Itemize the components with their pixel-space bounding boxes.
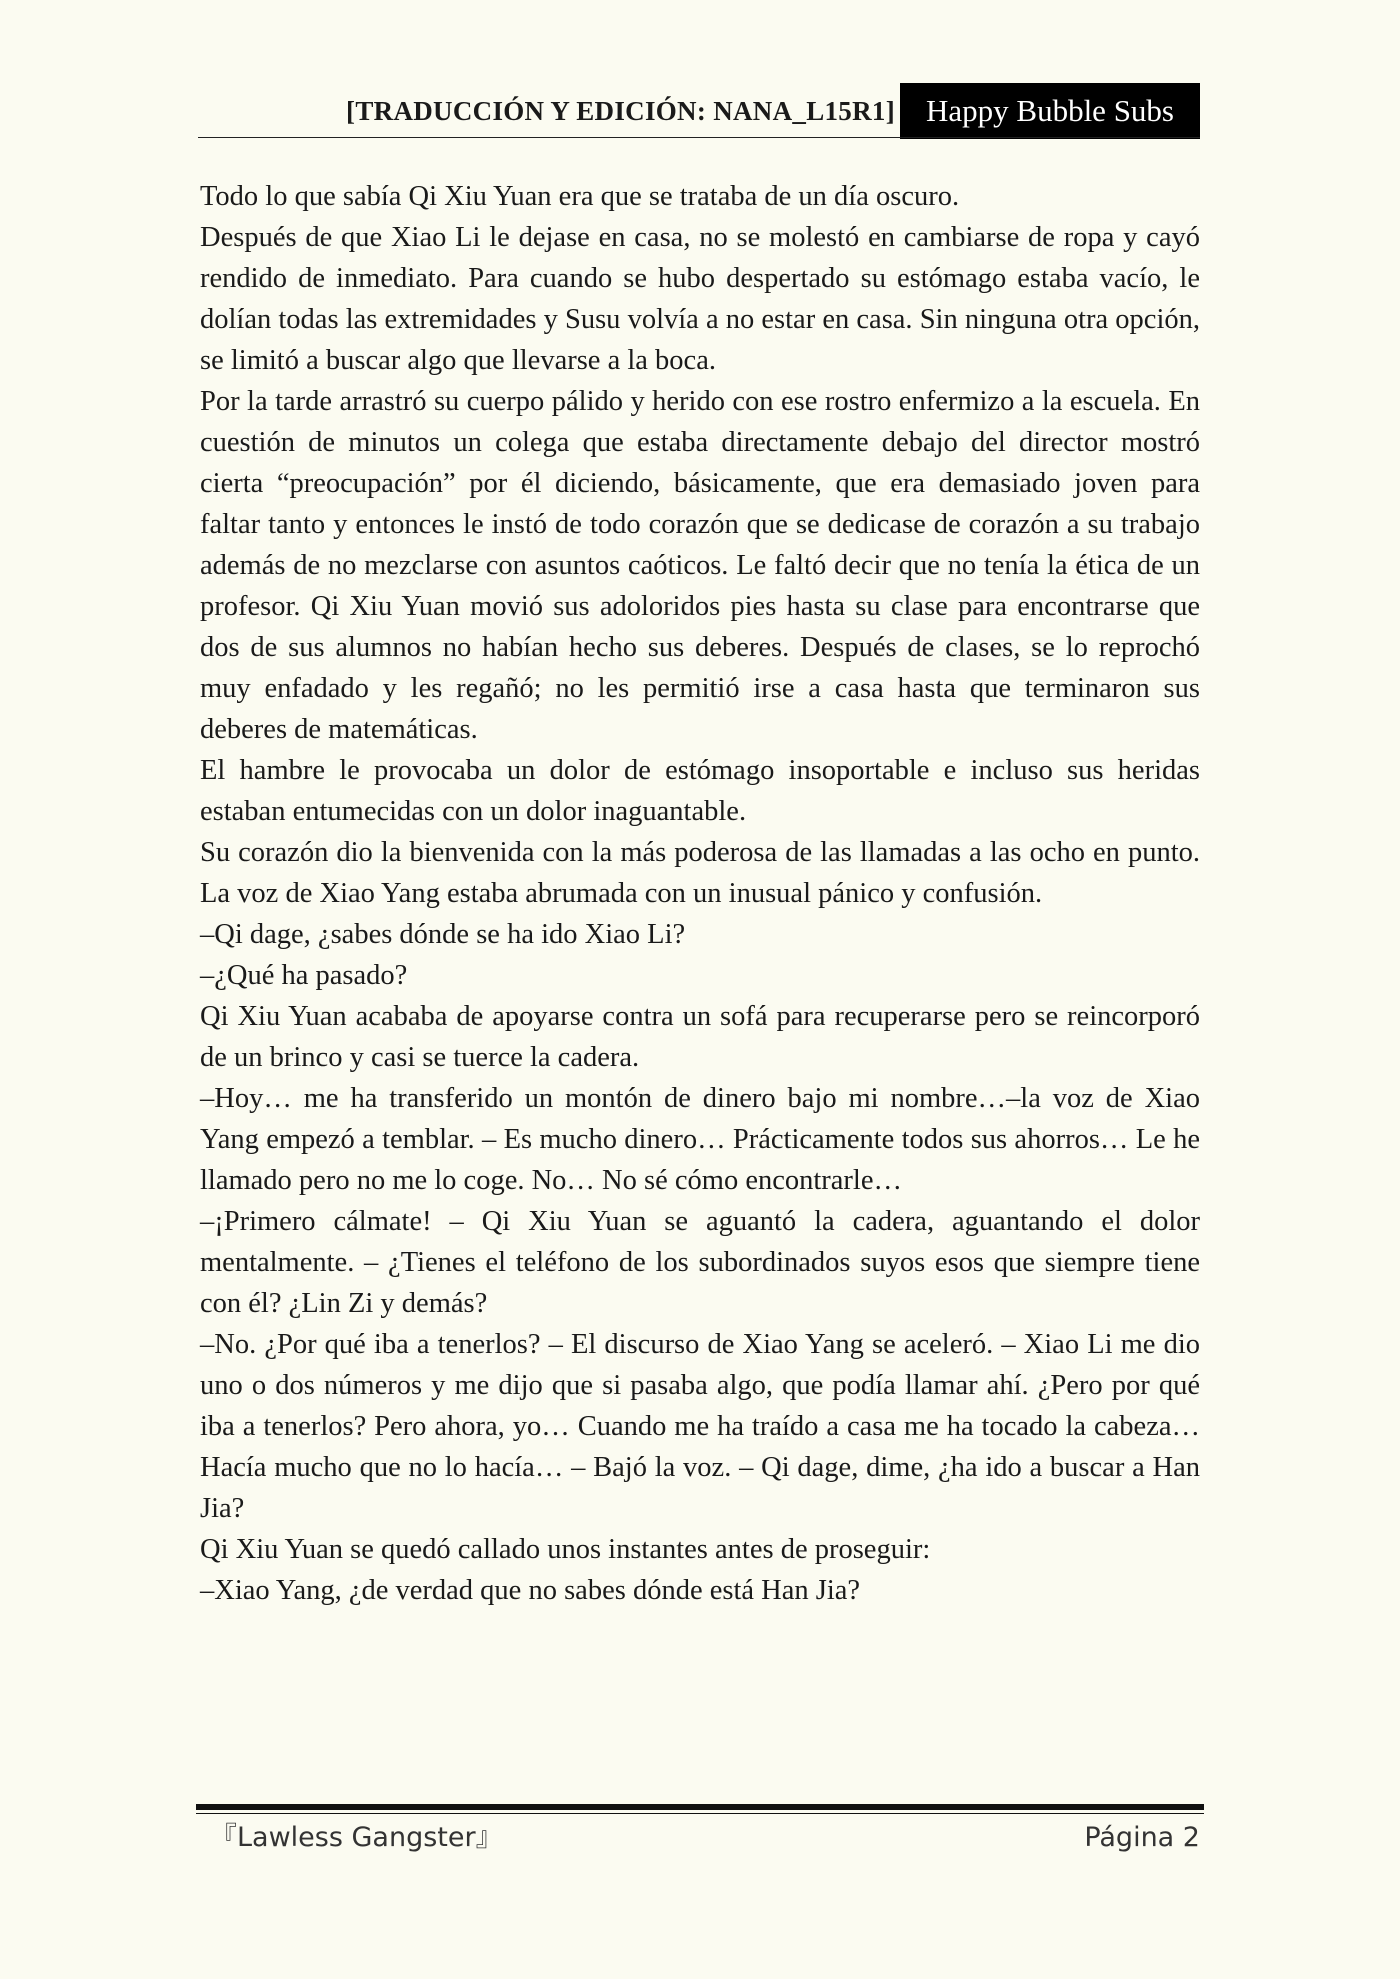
paragraph: Qi Xiu Yuan se quedó callado unos instantes antes de proseguir: [200,1534,931,1565]
page-header [198,83,1200,139]
group-badge: Happy Bubble Subs [900,83,1200,139]
document-body [200,176,1200,1611]
paragraph: Qi Xiu Yuan acababa de apoyarse contra un sofá para recuperarse pero se reincorporó de un brinco y casi se tuerce la cadera. [200,1001,1200,1073]
footer-rule-thin [196,1813,1204,1814]
footer-book-title: 『Lawless Gangster』 [210,1822,503,1853]
paragraph: Todo lo que sabía Qi Xiu Yuan era que se trataba de un día oscuro. [200,181,960,212]
header-rule [198,137,1200,138]
footer-rule [196,1804,1204,1810]
paragraph: –Xiao Yang, ¿de verdad que no sabes dónde está Han Jia? [200,1575,861,1606]
paragraph: –¡Primero cálmate! – Qi Xiu Yuan se aguantó la cadera, aguantando el dolor mentalmente. – ¿Tienes el teléfono de los subordinados suyos esos que siempre tiene con él? ¿Lin Zi y demás? [200,1206,1200,1319]
paragraph: –No. ¿Por qué iba a tenerlos? – El discurso de Xiao Yang se aceleró. – Xiao Li me dio uno o dos números y me dijo que si pasaba algo, que podía llamar ahí. ¿Pero por qué iba a tenerlos? Pero ahora, yo… Cuando me ha traído a casa me ha tocado la cabeza… Hacía mucho que no lo hacía… – Bajó la voz. – Qi dage, dime, ¿ha ido a buscar a Han Jia? [200,1329,1200,1524]
page-number: Página 2 [1084,1822,1200,1853]
paragraph: Por la tarde arrastró su cuerpo pálido y herido con ese rostro enfermizo a la escuela. En cuestión de minutos un colega que estaba directamente debajo del director mostró cierta “preocupación” por él diciendo, básicamente, que era demasiado joven para faltar tanto y entonces le instó de todo corazón que se dedicase de corazón a su trabajo además de no mezclarse con asuntos caóticos. Le faltó decir que no tenía la ética de un profesor. Qi Xiu Yuan movió sus adoloridos pies hasta su clase para encontrarse que dos de sus alumnos no habían hecho sus deberes. Después de clases, se lo reprochó muy enfadado y les regañó; no les permitió irse a casa hasta que terminaron sus deberes de matemáticas. [200,386,1200,745]
paragraph: –Qi dage, ¿sabes dónde se ha ido Xiao Li? [200,919,686,950]
paragraph: Su corazón dio la bienvenida con la más poderosa de las llamadas a las ocho en punto. La voz de Xiao Yang estaba abrumada con un inusual pánico y confusión. [200,837,1200,909]
paragraph: Después de que Xiao Li le dejase en casa, no se molestó en cambiarse de ropa y cayó rendido de inmediato. Para cuando se hubo despertado su estómago estaba vacío, le dolían todas las extremidades y Susu volvía a no estar en casa. Sin ninguna otra opción, se limitó a buscar algo que llevarse a la boca. [200,222,1200,376]
paragraph: El hambre le provocaba un dolor de estómago insoportable e incluso sus heridas estaban entumecidas con un dolor inaguantable. [200,755,1200,827]
paragraph: –¿Qué ha pasado? [200,960,408,991]
translation-credit: [TRADUCCIÓN Y EDICIÓN: NANA_L15R1] [346,96,895,126]
paragraph: –Hoy… me ha transferido un montón de dinero bajo mi nombre…–la voz de Xiao Yang empezó a temblar. – Es mucho dinero… Prácticamente todos sus ahorros… Le he llamado pero no me lo coge. No… No sé cómo encontrarle… [200,1083,1200,1196]
